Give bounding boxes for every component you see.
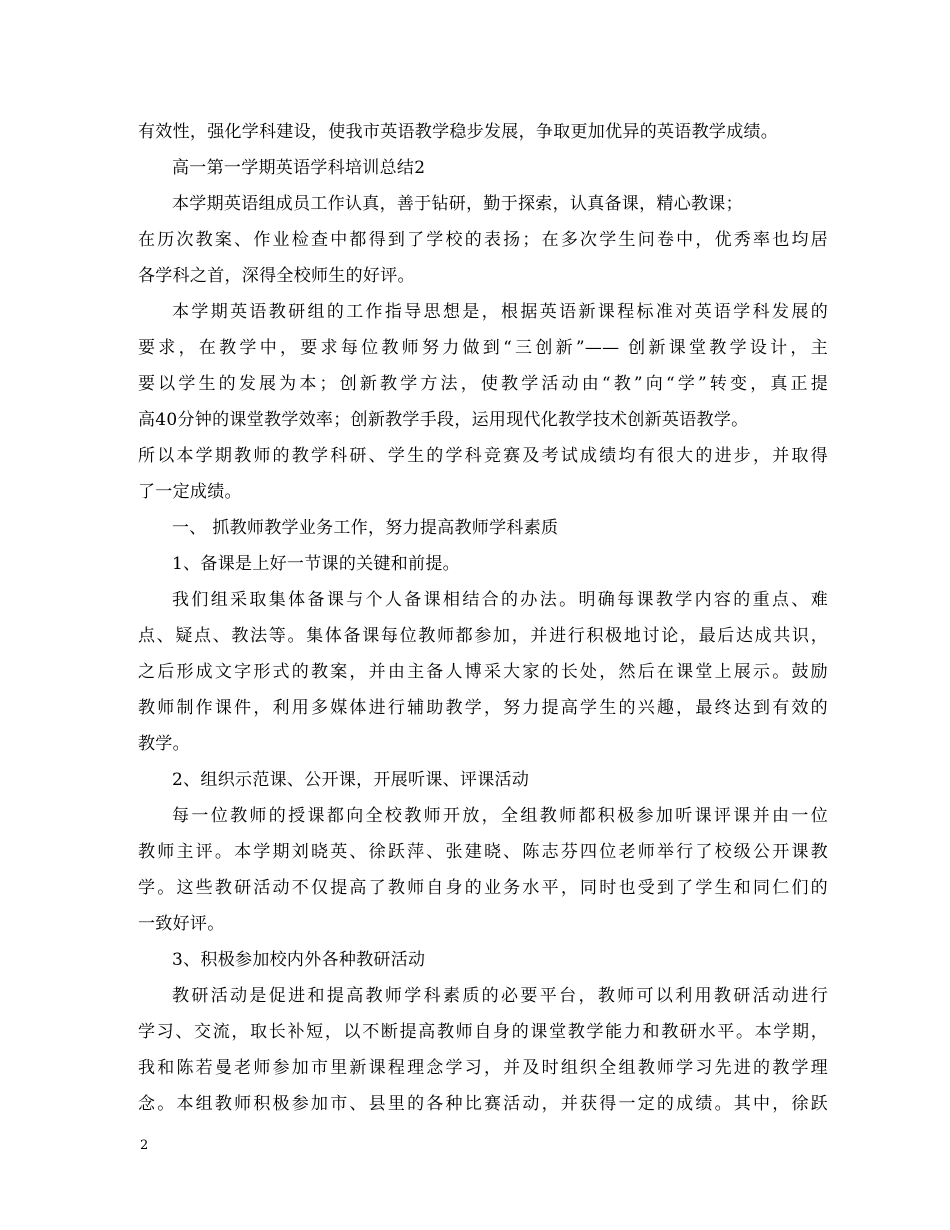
text-line: 本学期英语组成员工作认真，善于钻研，勤于探索，认真备课，精心教课； (172, 194, 743, 214)
text-line: 本学期英语教研组的工作指导思想是，根据英语新课程标准对英语学科发展的 (172, 302, 828, 322)
text-line: 3、积极参加校内外各种教研活动 (172, 950, 426, 970)
text-line: 各学科之首，深得全校师生的好评。 (138, 266, 415, 286)
text-line: 所以本学期教师的教学科研、学生的学科竞赛及考试成绩均有很大的进步，并取得 (138, 446, 828, 466)
text-line: 我们组采取集体备课与个人备课相结合的办法。明确每课教学内容的重点、难 (172, 590, 828, 610)
text-line: 我和陈若曼老师参加市里新课程理念学习，并及时组织全组教师学习先进的教学理 (138, 1058, 828, 1078)
text-line: 每一位教师的授课都向全校教师开放，全组教师都积极参加听课评课并由一位 (172, 806, 828, 826)
text-line: 要求，在教学中，要求每位教师努力做到“三创新”—— 创新课堂教学设计，主 (138, 338, 828, 358)
text-line: 教学。 (138, 734, 190, 754)
text-line: 高40分钟的课堂教学效率；创新教学手段，运用现代化教学技术创新英语教学。 (138, 410, 749, 430)
text-line: 之后形成文字形式的教案，并由主备人博采大家的长处，然后在课堂上展示。鼓励 (138, 662, 828, 682)
document-body (138, 114, 828, 1122)
text-line: 1、备课是上好一节课的关键和前提。 (172, 554, 460, 574)
text-line: 点、疑点、教法等。集体备课每位教师都参加，并进行积极地讨论，最后达成共识， (138, 626, 828, 646)
text-line: 学。这些教研活动不仅提高了教师自身的业务水平，同时也受到了学生和同仁们的 (138, 878, 828, 898)
page-number: 2 (140, 1138, 149, 1153)
text-line: 2、组织示范课、公开课，开展听课、评课活动 (172, 770, 530, 790)
text-line: 学习、交流，取长补短，以不断提高教师自身的课堂教学能力和教研水平。本学期， (138, 1022, 828, 1042)
text-line: 要以学生的发展为本；创新教学方法，使教学活动由“教”向“学”转变，真正提 (138, 374, 828, 394)
text-line: 在历次教案、作业检查中都得到了学校的表扬；在多次学生问卷中，优秀率也均居 (138, 230, 828, 250)
text-line: 高一第一学期英语学科培训总结2 (172, 158, 426, 178)
text-line: 教研活动是促进和提高教师学科素质的必要平台，教师可以利用教研活动进行 (172, 986, 828, 1006)
text-line: 一致好评。 (138, 914, 225, 934)
text-line: 有效性，强化学科建设，使我市英语教学稳步发展，争取更加优异的英语教学成绩。 (138, 122, 779, 142)
text-line: 一、 抓教师教学业务工作，努力提高教师学科素质 (172, 518, 559, 538)
text-line: 教师制作课件，利用多媒体进行辅助教学，努力提高学生的兴趣，最终达到有效的 (138, 698, 828, 718)
text-line: 念。本组教师积极参加市、县里的各种比赛活动，并获得一定的成绩。其中，徐跃 (138, 1094, 828, 1114)
text-line: 了一定成绩。 (138, 482, 242, 502)
text-line: 教师主评。本学期刘晓英、徐跃萍、张建晓、陈志芬四位老师举行了校级公开课教 (138, 842, 828, 862)
